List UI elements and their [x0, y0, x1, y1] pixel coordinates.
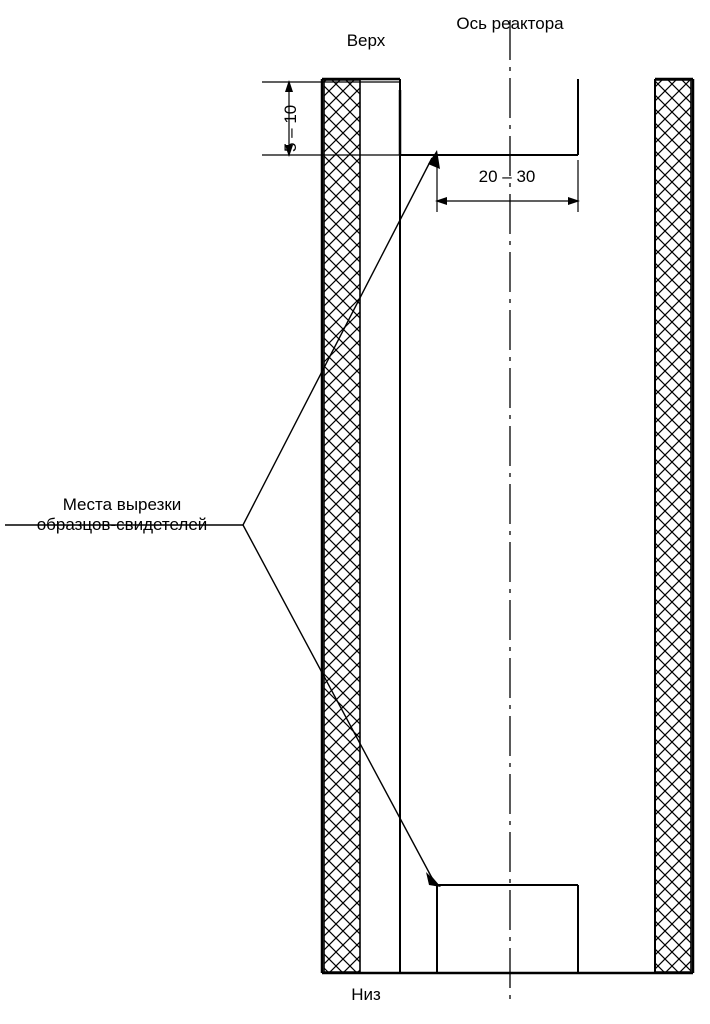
label-dimension-horizontal: 20 – 30: [478, 167, 536, 186]
label-cut-locations-line1: Места вырезки: [62, 495, 182, 514]
label-bottom: Низ: [351, 985, 381, 1004]
label-cut-locations: [4, 495, 240, 535]
bottom-sample-cutout: [437, 885, 578, 973]
cladding-hatch-left: [324, 80, 360, 972]
top-sample-cutout: [400, 79, 578, 155]
label-reactor-axis: Ось реактора: [456, 14, 564, 33]
label-top: Верх: [346, 31, 386, 50]
inner-wall-faces: [400, 79, 655, 973]
cladding-hatch-right: [655, 80, 691, 972]
vessel-outline: [322, 79, 693, 973]
label-dimension-vertical: 5 – 10: [281, 104, 300, 152]
label-cut-locations-line2: образцов-свидетелей: [36, 515, 208, 534]
